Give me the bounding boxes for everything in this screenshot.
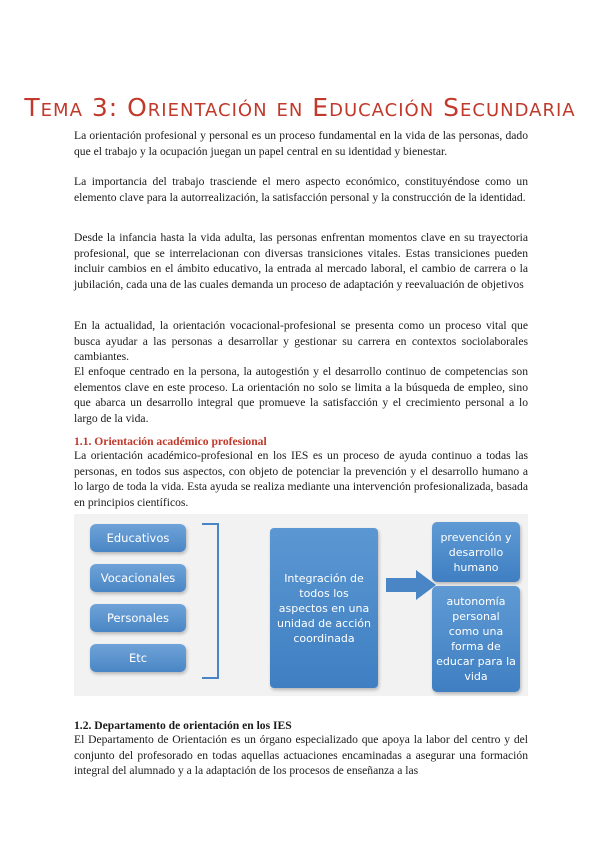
diagram-center-box: Integración de todos los aspectos en una unidad de acción coordinada xyxy=(270,528,378,688)
paragraph-3: Desde la infancia hasta la vida adulta, las personas enfrentan momentos clave en su trayectoria profesional, que se interrelacionan con diversas transiciones vitales. Estas transiciones pueden incluir cambios en el ámbito educativo, la entrada al mercado laboral, el cambio de carrera o la jubilación, cada una de las cuales demanda un proceso de adaptación y reevaluación de objetivos xyxy=(74,231,528,291)
orientation-diagram xyxy=(74,514,528,696)
paragraph-2: La importancia del trabajo trasciende el mero aspecto económico, constituyéndose como un elemento clave para la autorrealización, la satisfacción personal y la construcción de la identidad. xyxy=(74,175,528,204)
section-1-text: La orientación académico-profesional en los IES es un proceso de ayuda continuo a todas las personas, en todos sus aspectos, con objeto de potenciar la prevención y el desarrollo humano a lo largo de toda la vida. Esta ayuda se realiza mediante una intervención profesionalizada, basada en principios científicos. xyxy=(74,449,528,509)
page-title: Tema 3: Orientación en Educación Secundaria xyxy=(24,92,576,122)
paragraph-5: El enfoque centrado en la persona, la autogestión y el desarrollo continuo de competencias son elementos clave en este proceso. La orientación no solo se limita a la búsqueda de empleo, sino que abarca un desarrollo integral que promueve la satisfacción y el crecimiento personal a lo largo de la vida. xyxy=(74,365,528,425)
diagram-left-item: Etc xyxy=(90,644,186,672)
bracket-shape xyxy=(200,522,220,680)
diagram-right-item: autonomía personal como una forma de educar para la vida xyxy=(432,586,520,692)
diagram-left-item: Educativos xyxy=(90,524,186,552)
paragraph-1: La orientación profesional y personal es un proceso fundamental en la vida de las personas, dado que el trabajo y la ocupación juegan un papel central en su identidad y bienestar. xyxy=(74,129,528,158)
right-arrow-icon xyxy=(386,570,436,600)
section-1-heading: 1.1. Orientación académico profesional xyxy=(74,435,267,448)
diagram-left-item: Personales xyxy=(90,604,186,632)
section-2-heading: 1.2. Departamento de orientación en los IES xyxy=(74,719,292,732)
section-2-text: El Departamento de Orientación es un órgano especializado que apoya la labor del centro y del conjunto del profesorado en todas aquellas actuaciones encaminadas a asegurar una formación integral del alumnado y a la adaptación de los procesos de enseñanza a las xyxy=(74,733,528,778)
diagram-right-item: prevención y desarrollo humano xyxy=(432,522,520,582)
paragraph-4: En la actualidad, la orientación vocacional-profesional se presenta como un proceso vital que busca ayudar a las personas a desarrollar y gestionar su carrera en contextos sociolaborales cambiantes. xyxy=(74,319,528,364)
diagram-left-item: Vocacionales xyxy=(90,564,186,592)
